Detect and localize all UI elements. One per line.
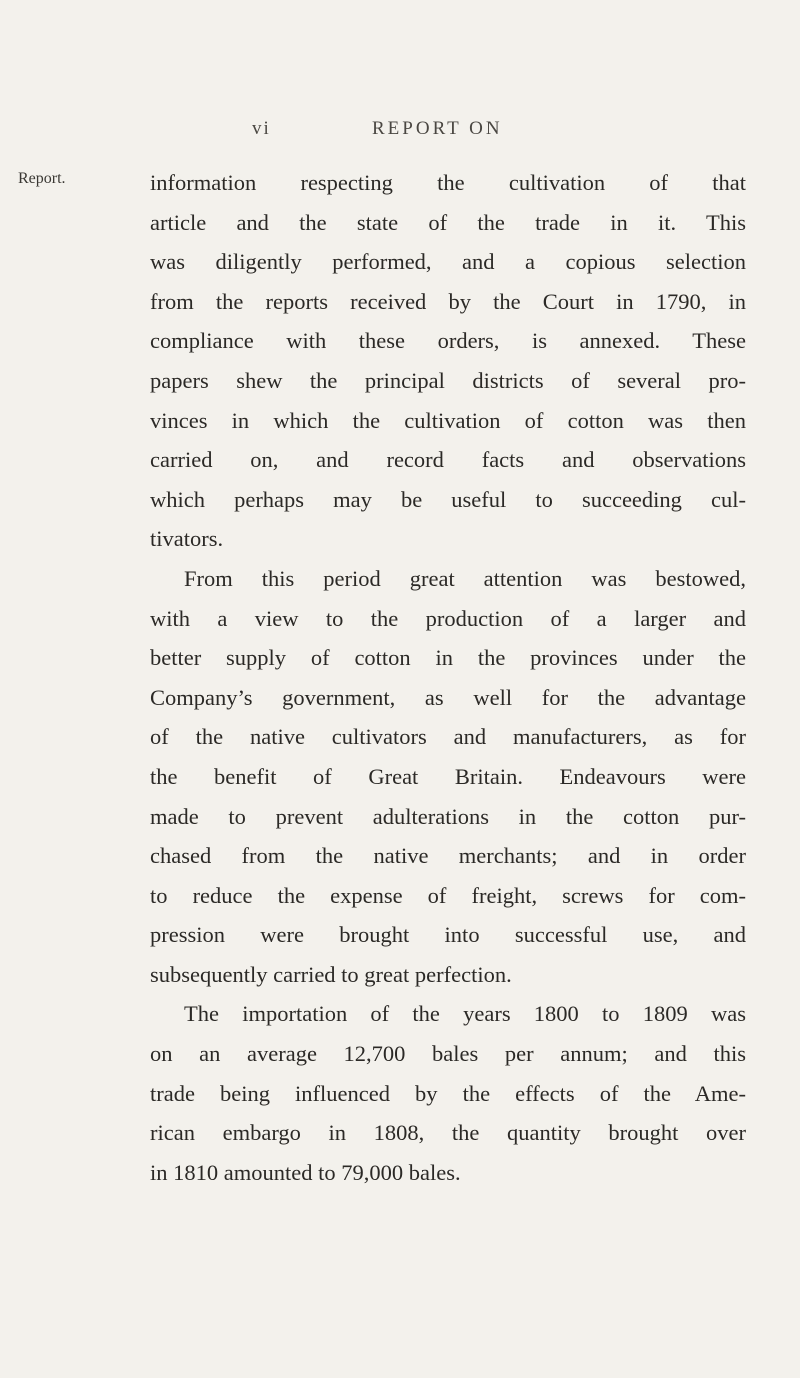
text-line: of the native cultivators and manufacturers, as for xyxy=(150,724,746,750)
text-line: information respecting the cultivation of that xyxy=(150,170,746,195)
text-line: chased from the native merchants; and in order xyxy=(150,843,746,869)
text-line: trade being influenced by the effects of the Ame- xyxy=(150,1080,746,1106)
text-line: rican embargo in 1808, the quantity brought over xyxy=(150,1120,746,1146)
text-line: on an average 12,700 bales per annum; and this xyxy=(150,1041,746,1067)
page-header xyxy=(0,118,800,148)
running-title: REPORT ON xyxy=(372,118,503,139)
text-line: tivators. xyxy=(150,526,224,552)
text-line: better supply of cotton in the provinces under the xyxy=(150,645,746,671)
page-number: vi xyxy=(252,118,271,139)
text-line: from the reports received by the Court in 1790, in xyxy=(150,288,746,314)
text-line: the benefit of Great Britain. Endeavours were xyxy=(150,763,746,789)
text-line: compliance with these orders, is annexed. These xyxy=(150,328,746,354)
text-line: vinces in which the cultivation of cotton was then xyxy=(150,407,746,433)
text-line: made to prevent adulterations in the cotton pur- xyxy=(150,803,746,829)
text-line: carried on, and record facts and observations xyxy=(150,447,746,473)
text-line: in 1810 amounted to 79,000 bales. xyxy=(150,1159,461,1185)
text-line: was diligently performed, and a copious selection xyxy=(150,249,746,275)
text-line: which perhaps may be useful to succeeding cul- xyxy=(150,486,746,512)
margin-note: Report. xyxy=(18,170,66,187)
text-line: pression were brought into successful use, and xyxy=(150,922,746,948)
text-line: with a view to the production of a larger and xyxy=(150,605,746,631)
body-text xyxy=(150,163,746,1192)
text-line: to reduce the expense of freight, screws for com- xyxy=(150,882,746,908)
text-line: article and the state of the trade in it. This xyxy=(150,209,746,235)
text-line: Company’s government, as well for the advantage xyxy=(150,684,746,710)
text-line: papers shew the principal districts of several pro- xyxy=(150,367,746,393)
text-line: From this period great attention was bestowed, xyxy=(184,565,746,591)
text-line: subsequently carried to great perfection. xyxy=(150,961,512,987)
text-line: The importation of the years 1800 to 1809 was xyxy=(184,1001,746,1027)
